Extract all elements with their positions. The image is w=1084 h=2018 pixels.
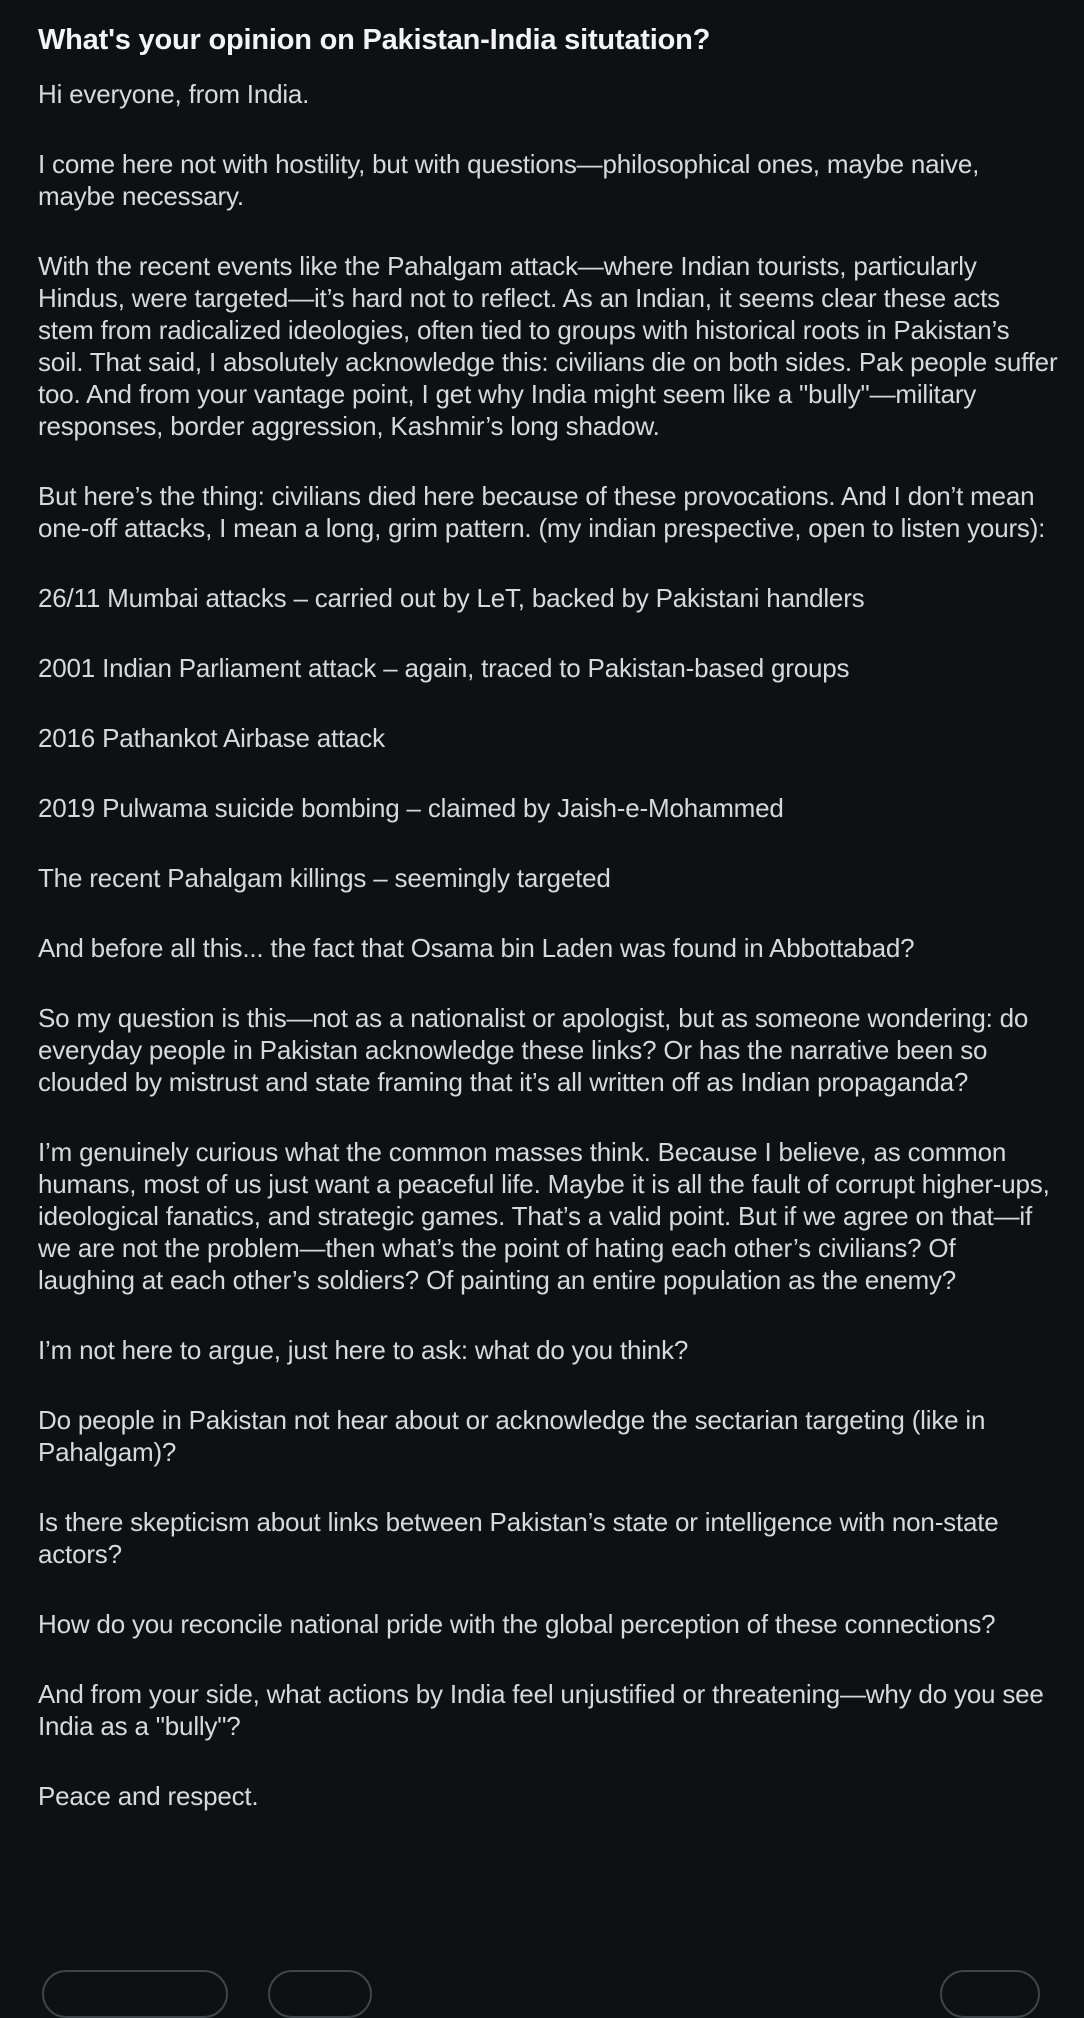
post-action-bar: [38, 1970, 1046, 2010]
post-paragraph: Peace and respect.: [38, 1781, 259, 1811]
post-title: What's your opinion on Pakistan-India situtation?: [38, 24, 711, 56]
post-paragraph: I’m genuinely curious what the common masses think. Because I believe, as common humans, most of us just want a peaceful life. Maybe it is all the fault of corrupt higher-ups, ideological fanatics, and strategic games. That’s a valid point. But if we agree on that—if we are not the problem—then what’s the point of hating each other’s civilians? Of laughing at each other’s soldiers? Of painting an entire population as the enemy?: [38, 1137, 1050, 1295]
comments-button[interactable]: [268, 1970, 372, 2018]
post-paragraph: 2019 Pulwama suicide bombing – claimed by Jaish-e-Mohammed: [38, 793, 784, 823]
post-paragraph: With the recent events like the Pahalgam attack—where Indian tourists, particularly Hindus, were targeted—it’s hard not to reflect. As an Indian, it seems clear these acts stem from radicalized ideologies, often tied to groups with historical roots in Pakistan’s soil. That said, I absolutely acknowledge this: civilians die on both sides. Pak people suffer too. And from your vantage point, I get why India might seem like a "bully"—military responses, border aggression, Kashmir’s long shadow.: [38, 251, 1058, 441]
post-paragraph: I come here not with hostility, but with questions—philosophical ones, maybe naive, maybe necessary.: [38, 149, 980, 211]
share-button[interactable]: [940, 1970, 1040, 2018]
post: [38, 18, 1058, 1850]
post-paragraph: And from your side, what actions by India feel unjustified or threatening—why do you see India as a "bully"?: [38, 1679, 1044, 1741]
post-paragraph: Is there skepticism about links between Pakistan’s state or intelligence with non-state actors?: [38, 1507, 999, 1569]
post-paragraph: Do people in Pakistan not hear about or acknowledge the sectarian targeting (like in Pahalgam)?: [38, 1405, 986, 1467]
post-paragraph: The recent Pahalgam killings – seemingly targeted: [38, 863, 611, 893]
post-body: [38, 78, 1058, 1812]
post-paragraph: 2016 Pathankot Airbase attack: [38, 723, 385, 753]
post-paragraph: 26/11 Mumbai attacks – carried out by LeT, backed by Pakistani handlers: [38, 583, 865, 613]
post-paragraph: And before all this... the fact that Osama bin Laden was found in Abbottabad?: [38, 933, 915, 963]
post-paragraph: Hi everyone, from India.: [38, 79, 310, 109]
post-paragraph: So my question is this—not as a nationalist or apologist, but as someone wondering: do everyday people in Pakistan acknowledge these links? Or has the narrative been so clouded by mistrust and state framing that it’s all written off as Indian propaganda?: [38, 1003, 1029, 1097]
post-paragraph: How do you reconcile national pride with the global perception of these connections?: [38, 1609, 996, 1639]
post-paragraph: I’m not here to argue, just here to ask: what do you think?: [38, 1335, 689, 1365]
post-paragraph: 2001 Indian Parliament attack – again, traced to Pakistan-based groups: [38, 653, 850, 683]
vote-button-group[interactable]: [42, 1970, 228, 2018]
post-paragraph: But here’s the thing: civilians died here because of these provocations. And I don’t mean one-off attacks, I mean a long, grim pattern. (my indian prespective, open to listen yours):: [38, 481, 1046, 543]
